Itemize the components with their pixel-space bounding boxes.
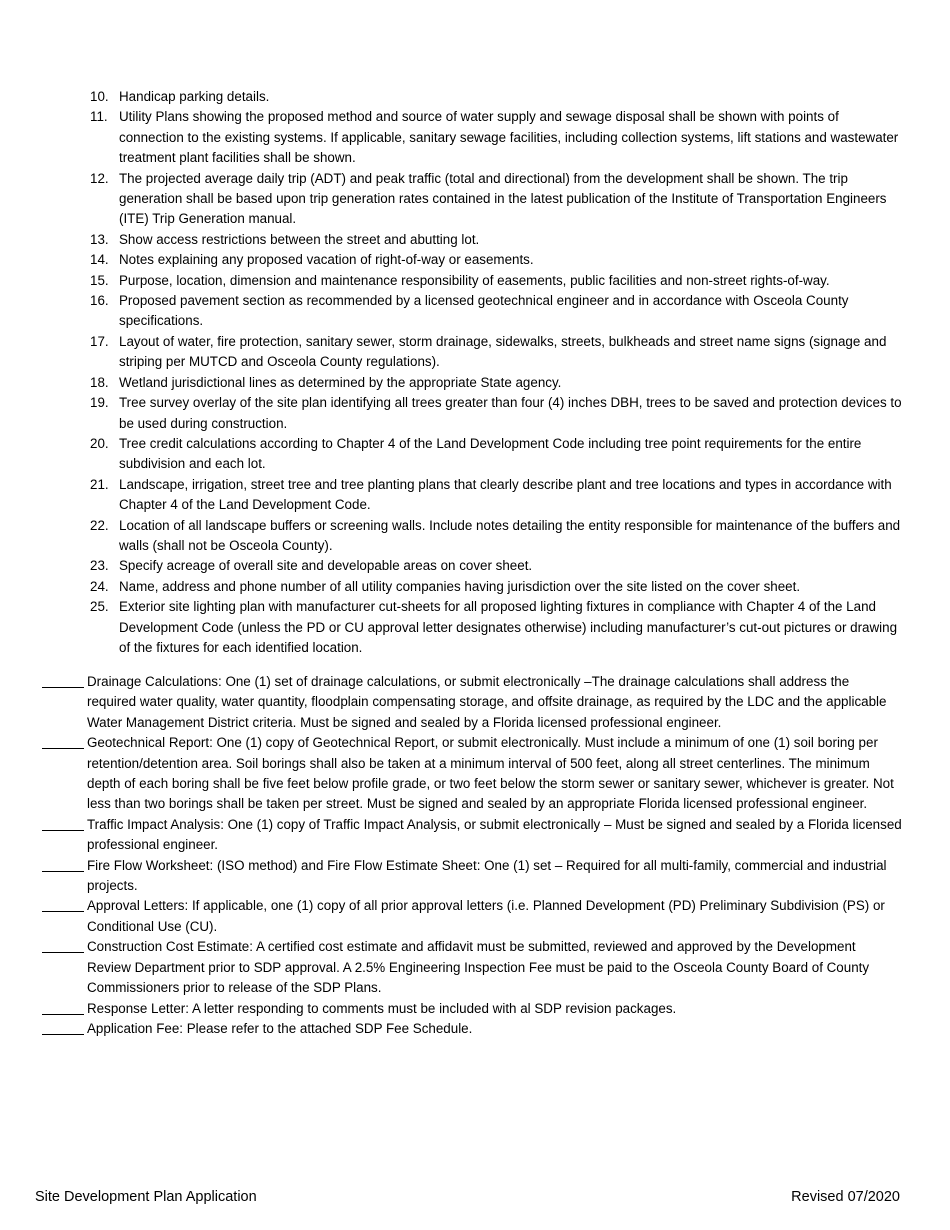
checklist-text: Traffic Impact Analysis: One (1) copy of Traffic Impact Analysis, or submit electronically – Must be signed and sealed by a Florida licensed professional engineer.: [87, 816, 902, 853]
item-text: Handicap parking details.: [119, 89, 270, 104]
item-text: Tree credit calculations according to Chapter 4 of the Land Development Code including tree point requirements for the entire subdivision and each lot.: [119, 435, 862, 472]
check-blank-line[interactable]: [42, 952, 84, 953]
checklist-text: Approval Letters: If applicable, one (1) copy of all prior approval letters (i.e. Planned Development (PD) Preliminary Subdivision (PS) or Conditional Use (CU).: [87, 898, 885, 934]
list-item: [90, 169, 905, 230]
check-blank-line[interactable]: [42, 1034, 84, 1035]
list-item: [90, 475, 905, 516]
item-number: 15.: [90, 272, 109, 288]
check-blank-line[interactable]: [42, 830, 84, 831]
checklist-item: [42, 937, 902, 998]
check-blank-line[interactable]: [42, 748, 84, 749]
list-item: [90, 291, 905, 332]
checklist-item: [42, 896, 902, 937]
item-text: Wetland jurisdictional lines as determined by the appropriate State agency.: [119, 374, 562, 390]
checklist-item: [42, 672, 902, 733]
item-text: Notes explaining any proposed vacation of right-of-way or easements.: [119, 252, 534, 268]
checklist-text: Fire Flow Worksheet: (ISO method) and Fire Flow Estimate Sheet: One (1) set – Required for all multi-family, commercial and industrial projects.: [87, 857, 887, 894]
item-number: 23.: [90, 558, 109, 574]
item-number: 11.: [90, 109, 108, 125]
list-item: [90, 516, 905, 557]
checklist-text: Geotechnical Report: One (1) copy of Geotechnical Report, or submit electronically. Must include a minimum of one (1) soil boring per retention/detention area. Soil borings shall also be taken at a minimum interval of 500 feet, along all street centerlines. The minimum depth of each boring shall be five feet below profile grade, or two feet below the storm sewer or sanitary sewer, whichever is greater. Not less than two borings shall be taken per street. Must be signed and sealed by an appropriate Florida licensed professional engineer.: [87, 735, 894, 812]
item-text: Proposed pavement section as recommended by a licensed geotechnical engineer and in accordance with Osceola County specifications.: [119, 293, 849, 329]
item-text: Layout of water, fire protection, sanitary sewer, storm drainage, sidewalks, streets, bulkheads and street name signs (signage and striping per MUTCD and Osceola County regulations).: [119, 333, 887, 370]
list-item: [90, 230, 905, 250]
list-item: [90, 271, 905, 291]
checklist-text: Response Letter: A letter responding to comments must be included with al SDP revision packages.: [87, 1000, 677, 1016]
item-text: Purpose, location, dimension and maintenance responsibility of easements, public facilities and non-street rights-of-way.: [119, 272, 830, 288]
list-item: [90, 556, 905, 576]
item-text: Exterior site lighting plan with manufacturer cut-sheets for all proposed lighting fixtures in compliance with Chapter 4 of the Land Development Code (unless the PD or CU approval letter designates otherwise) including manufacturer’s cut-out pictures or drawing of the fixtures for each identified location.: [119, 599, 898, 655]
item-number: 19.: [90, 395, 109, 411]
item-number: 17.: [90, 333, 109, 349]
check-blank-line[interactable]: [42, 1014, 84, 1015]
item-number: 18.: [90, 374, 109, 390]
item-text: Landscape, irrigation, street tree and tree planting plans that clearly describe plant and tree locations and types in accordance with Chapter 4 of the Land Development Code.: [119, 476, 892, 513]
item-text: Specify acreage of overall site and developable areas on cover sheet.: [119, 558, 533, 574]
item-number: 24.: [90, 578, 109, 594]
checklist-item: [42, 733, 902, 815]
item-number: 22.: [90, 517, 109, 533]
checklist-item: [42, 999, 902, 1019]
checklist-item: [42, 1019, 902, 1039]
checklist-text: Application Fee: Please refer to the attached SDP Fee Schedule.: [87, 1020, 473, 1036]
check-blank-line[interactable]: [42, 687, 84, 688]
checklist-item: [42, 815, 902, 856]
requirements-list: [90, 87, 905, 658]
item-text: Show access restrictions between the street and abutting lot.: [119, 231, 480, 247]
checklist-item: [42, 856, 902, 897]
check-blank-line[interactable]: [42, 911, 84, 912]
list-item: [90, 577, 905, 597]
item-number: 25.: [90, 599, 109, 615]
checklist-text: Construction Cost Estimate: A certified cost estimate and affidavit must be submitted, reviewed and approved by the Development Review Department prior to SDP approval. A 2.5% Engineering Inspection Fee must be paid to the Osceola County Board of County Commissioners prior to release of the SDP Plans.: [87, 939, 870, 996]
submittal-checklist: [42, 672, 902, 1039]
item-text: The projected average daily trip (ADT) and peak traffic (total and directional) from the development shall be shown. The trip generation shall be based upon trip generation rates contained in the latest publication of the Institute of Transportation Engineers (ITE) Trip Generation manual.: [119, 170, 887, 227]
list-item: [90, 373, 905, 393]
list-item: [90, 597, 905, 658]
footer-revision-date: Revised 07/2020: [791, 1189, 900, 1205]
item-number: 12.: [90, 170, 109, 186]
item-number: 16.: [90, 293, 109, 309]
item-number: 20.: [90, 435, 109, 451]
footer-document-title: Site Development Plan Application: [35, 1189, 257, 1205]
checklist-text: Drainage Calculations: One (1) set of drainage calculations, or submit electronically –The drainage calculations shall address the required water quality, water quantity, floodplain compensating storage, and offsite drainage, as required by the LDC and the applicable Water Management District criteria. Must be signed and sealed by a Florida licensed professional engineer.: [87, 674, 887, 730]
check-blank-line[interactable]: [42, 871, 84, 872]
item-text: Tree survey overlay of the site plan identifying all trees greater than four (4) inches DBH, trees to be saved and protection devices to be used during construction.: [119, 395, 902, 431]
item-text: Utility Plans showing the proposed method and source of water supply and sewage disposal shall be shown with points of connection to the existing systems. If applicable, sanitary sewage facilities, including collection systems, lift stations and wastewater treatment plant facilities shall be shown.: [119, 109, 899, 166]
list-item: [90, 393, 905, 434]
item-number: 21.: [90, 476, 109, 492]
list-item: [90, 107, 905, 168]
item-number: 10.: [90, 89, 109, 104]
list-item: [90, 332, 905, 373]
item-text: Name, address and phone number of all utility companies having jurisdiction over the site listed on the cover sheet.: [119, 578, 801, 594]
list-item: [90, 434, 905, 475]
list-item: [90, 87, 905, 107]
list-item: [90, 250, 905, 270]
item-text: Location of all landscape buffers or screening walls. Include notes detailing the entity responsible for maintenance of the buffers and walls (shall not be Osceola County).: [119, 517, 901, 553]
item-number: 13.: [90, 231, 109, 247]
item-number: 14.: [90, 252, 109, 268]
